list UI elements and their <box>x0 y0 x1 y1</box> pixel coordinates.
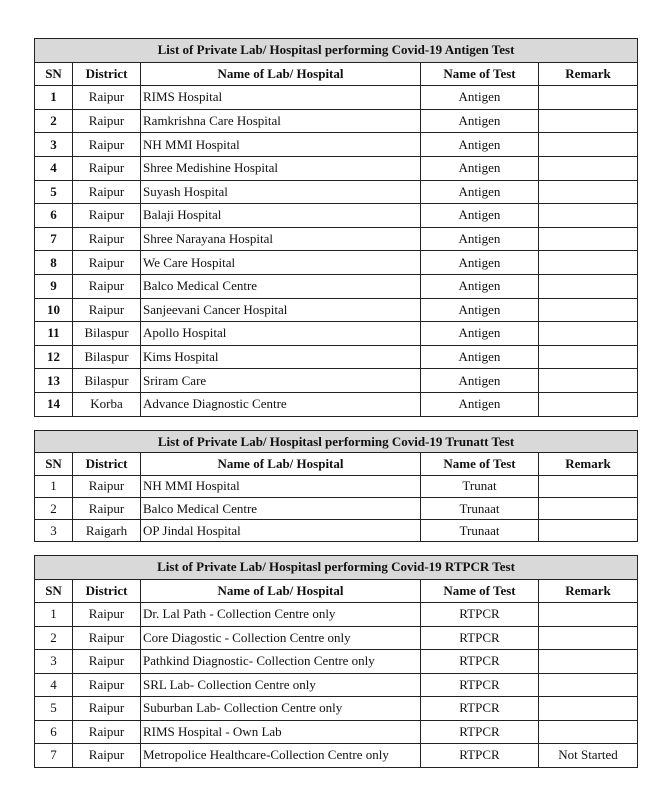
table-row <box>35 650 638 674</box>
cell-sn: 9 <box>35 274 73 298</box>
col-header-remark: Remark <box>539 453 638 475</box>
cell-district: Bilaspur <box>73 322 141 346</box>
table-row <box>35 298 638 322</box>
col-header-district: District <box>73 579 141 603</box>
cell-remark <box>539 251 638 275</box>
cell-remark <box>539 697 638 721</box>
cell-remark <box>539 673 638 697</box>
table-row <box>35 475 638 497</box>
cell-remark <box>539 497 638 519</box>
cell-remark <box>539 520 638 542</box>
table-row <box>35 697 638 721</box>
cell-remark <box>539 86 638 110</box>
rtpcr-test-table <box>34 555 638 768</box>
table-title: List of Private Lab/ Hospitasl performing Covid-19 RTPCR Test <box>35 556 638 580</box>
cell-remark <box>539 322 638 346</box>
col-header-name: Name of Lab/ Hospital <box>141 453 421 475</box>
cell-sn: 12 <box>35 345 73 369</box>
col-header-district: District <box>73 453 141 475</box>
cell-lab-name: RIMS Hospital - Own Lab <box>141 720 421 744</box>
table-row <box>35 133 638 157</box>
cell-district: Korba <box>73 392 141 416</box>
col-header-district: District <box>73 62 141 86</box>
cell-lab-name: Shree Narayana Hospital <box>141 227 421 251</box>
cell-district: Raipur <box>73 697 141 721</box>
cell-district: Raipur <box>73 626 141 650</box>
col-header-test: Name of Test <box>421 579 539 603</box>
cell-sn: 3 <box>35 650 73 674</box>
cell-test-name: Antigen <box>421 392 539 416</box>
cell-lab-name: Kims Hospital <box>141 345 421 369</box>
cell-test-name: Antigen <box>421 227 539 251</box>
cell-sn: 2 <box>35 626 73 650</box>
table-row <box>35 204 638 228</box>
table-row <box>35 392 638 416</box>
cell-district: Raipur <box>73 720 141 744</box>
table-row <box>35 180 638 204</box>
cell-remark <box>539 227 638 251</box>
table-row <box>35 156 638 180</box>
cell-district: Raipur <box>73 298 141 322</box>
table-row <box>35 720 638 744</box>
cell-test-name: Antigen <box>421 322 539 346</box>
antigen-test-table <box>34 38 638 417</box>
cell-sn: 5 <box>35 697 73 721</box>
cell-test-name: Antigen <box>421 86 539 110</box>
table-title: List of Private Lab/ Hospitasl performing Covid-19 Trunatt Test <box>35 431 638 453</box>
cell-sn: 2 <box>35 109 73 133</box>
cell-remark <box>539 650 638 674</box>
cell-district: Raipur <box>73 204 141 228</box>
cell-test-name: RTPCR <box>421 673 539 697</box>
cell-district: Raipur <box>73 227 141 251</box>
cell-test-name: Antigen <box>421 204 539 228</box>
trunat-test-table <box>34 430 638 542</box>
cell-test-name: Antigen <box>421 156 539 180</box>
cell-sn: 7 <box>35 227 73 251</box>
cell-district: Raipur <box>73 86 141 110</box>
table-row <box>35 673 638 697</box>
cell-test-name: RTPCR <box>421 744 539 768</box>
table-row <box>35 744 638 768</box>
cell-remark <box>539 475 638 497</box>
cell-sn: 4 <box>35 156 73 180</box>
col-header-sn: SN <box>35 579 73 603</box>
cell-lab-name: Apollo Hospital <box>141 322 421 346</box>
cell-sn: 3 <box>35 520 73 542</box>
cell-test-name: RTPCR <box>421 720 539 744</box>
cell-lab-name: Metropolice Healthcare-Collection Centre only <box>141 744 421 768</box>
cell-sn: 6 <box>35 204 73 228</box>
col-header-name: Name of Lab/ Hospital <box>141 62 421 86</box>
col-header-test: Name of Test <box>421 453 539 475</box>
table-row <box>35 251 638 275</box>
col-header-name: Name of Lab/ Hospital <box>141 579 421 603</box>
cell-district: Raipur <box>73 180 141 204</box>
cell-test-name: RTPCR <box>421 650 539 674</box>
cell-lab-name: Balco Medical Centre <box>141 497 421 519</box>
cell-remark <box>539 274 638 298</box>
cell-test-name: Antigen <box>421 298 539 322</box>
cell-test-name: Antigen <box>421 345 539 369</box>
cell-test-name: Antigen <box>421 369 539 393</box>
cell-district: Raipur <box>73 673 141 697</box>
cell-lab-name: Balaji Hospital <box>141 204 421 228</box>
cell-district: Raipur <box>73 603 141 627</box>
cell-test-name: RTPCR <box>421 697 539 721</box>
cell-lab-name: Balco Medical Centre <box>141 274 421 298</box>
cell-sn: 11 <box>35 322 73 346</box>
cell-sn: 2 <box>35 497 73 519</box>
cell-remark <box>539 369 638 393</box>
cell-remark <box>539 109 638 133</box>
cell-district: Raipur <box>73 744 141 768</box>
table-row <box>35 274 638 298</box>
cell-lab-name: Ramkrishna Care Hospital <box>141 109 421 133</box>
cell-district: Bilaspur <box>73 345 141 369</box>
table-row <box>35 369 638 393</box>
cell-test-name: Trunat <box>421 475 539 497</box>
cell-sn: 13 <box>35 369 73 393</box>
cell-sn: 5 <box>35 180 73 204</box>
cell-lab-name: RIMS Hospital <box>141 86 421 110</box>
cell-test-name: Trunaat <box>421 497 539 519</box>
cell-remark: Not Started <box>539 744 638 768</box>
cell-lab-name: Suyash Hospital <box>141 180 421 204</box>
cell-lab-name: NH MMI Hospital <box>141 475 421 497</box>
table-row <box>35 497 638 519</box>
cell-district: Bilaspur <box>73 369 141 393</box>
cell-remark <box>539 204 638 228</box>
cell-lab-name: Core Diagostic - Collection Centre only <box>141 626 421 650</box>
cell-remark <box>539 720 638 744</box>
cell-remark <box>539 345 638 369</box>
table-row <box>35 86 638 110</box>
table-row <box>35 109 638 133</box>
col-header-remark: Remark <box>539 579 638 603</box>
cell-remark <box>539 298 638 322</box>
cell-district: Raipur <box>73 156 141 180</box>
cell-lab-name: Advance Diagnostic Centre <box>141 392 421 416</box>
cell-test-name: Antigen <box>421 180 539 204</box>
table-row <box>35 322 638 346</box>
cell-sn: 14 <box>35 392 73 416</box>
col-header-remark: Remark <box>539 62 638 86</box>
cell-district: Raipur <box>73 497 141 519</box>
cell-test-name: Antigen <box>421 251 539 275</box>
cell-lab-name: SRL Lab- Collection Centre only <box>141 673 421 697</box>
cell-sn: 10 <box>35 298 73 322</box>
cell-district: Raipur <box>73 475 141 497</box>
cell-lab-name: NH MMI Hospital <box>141 133 421 157</box>
table-row <box>35 626 638 650</box>
cell-sn: 1 <box>35 603 73 627</box>
cell-district: Raipur <box>73 251 141 275</box>
cell-sn: 8 <box>35 251 73 275</box>
cell-sn: 3 <box>35 133 73 157</box>
cell-test-name: Trunaat <box>421 520 539 542</box>
cell-remark <box>539 133 638 157</box>
cell-sn: 6 <box>35 720 73 744</box>
cell-remark <box>539 156 638 180</box>
cell-test-name: Antigen <box>421 133 539 157</box>
cell-lab-name: Sanjeevani Cancer Hospital <box>141 298 421 322</box>
cell-sn: 1 <box>35 475 73 497</box>
cell-test-name: Antigen <box>421 109 539 133</box>
cell-district: Raigarh <box>73 520 141 542</box>
cell-sn: 4 <box>35 673 73 697</box>
cell-lab-name: Dr. Lal Path - Collection Centre only <box>141 603 421 627</box>
table-row <box>35 227 638 251</box>
cell-test-name: Antigen <box>421 274 539 298</box>
col-header-sn: SN <box>35 453 73 475</box>
cell-district: Raipur <box>73 650 141 674</box>
cell-test-name: RTPCR <box>421 626 539 650</box>
cell-district: Raipur <box>73 109 141 133</box>
cell-lab-name: Shree Medishine Hospital <box>141 156 421 180</box>
cell-district: Raipur <box>73 274 141 298</box>
cell-lab-name: Pathkind Diagnostic- Collection Centre only <box>141 650 421 674</box>
cell-remark <box>539 626 638 650</box>
cell-sn: 7 <box>35 744 73 768</box>
table-row <box>35 603 638 627</box>
cell-remark <box>539 180 638 204</box>
cell-lab-name: OP Jindal Hospital <box>141 520 421 542</box>
cell-sn: 1 <box>35 86 73 110</box>
cell-remark <box>539 392 638 416</box>
col-header-test: Name of Test <box>421 62 539 86</box>
table-title: List of Private Lab/ Hospitasl performing Covid-19 Antigen Test <box>35 39 638 63</box>
cell-district: Raipur <box>73 133 141 157</box>
cell-lab-name: We Care Hospital <box>141 251 421 275</box>
col-header-sn: SN <box>35 62 73 86</box>
cell-remark <box>539 603 638 627</box>
table-row <box>35 345 638 369</box>
cell-test-name: RTPCR <box>421 603 539 627</box>
cell-lab-name: Suburban Lab- Collection Centre only <box>141 697 421 721</box>
table-row <box>35 520 638 542</box>
cell-lab-name: Sriram Care <box>141 369 421 393</box>
